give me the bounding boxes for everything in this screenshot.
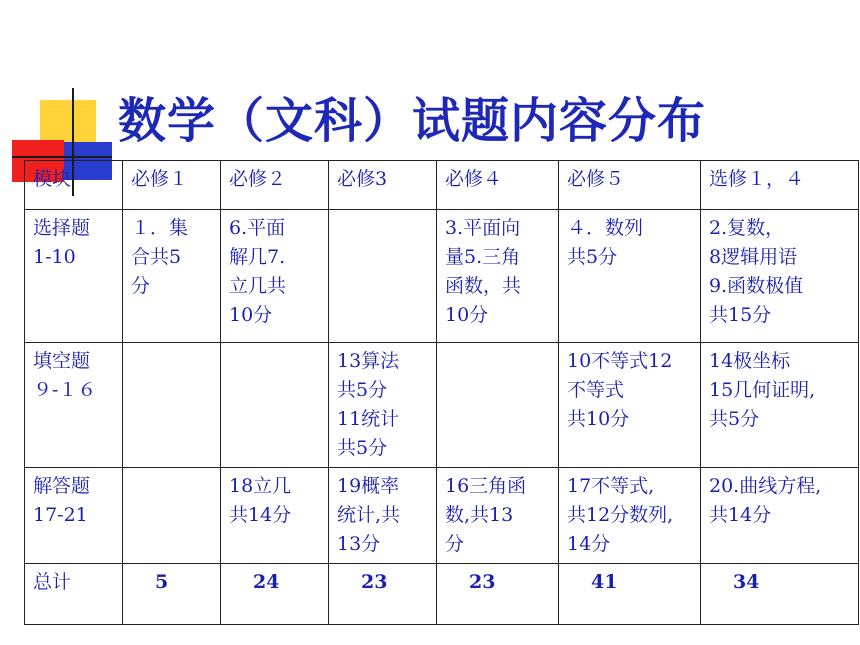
table-cell [437, 468, 559, 564]
header-cell-required1: 必修１ [123, 161, 221, 210]
cell-line: 6.平面 [229, 217, 286, 239]
header-cell-module: 模块 [25, 161, 123, 210]
cell-line: １．集 [131, 217, 189, 239]
header-cell-required2: 必修２ [221, 161, 329, 210]
table-cell [123, 343, 221, 468]
row-label-line: 解答题 [33, 475, 91, 497]
cell-line: 20.曲线方程, [709, 475, 822, 497]
cell-line: 共15分 [709, 304, 772, 326]
header-cell-required5: 必修５ [559, 161, 701, 210]
header-cell-elective: 选修１，４ [701, 161, 859, 210]
total-label-cell: 总计 [25, 564, 123, 625]
total-cell: 23 [329, 564, 437, 625]
table-row-answer [25, 468, 859, 564]
cell-line: 共5分 [337, 437, 388, 459]
cell-line: 解几7. [229, 246, 286, 268]
slide-title: 数学（文科）试题内容分布 [118, 93, 707, 149]
cell-line: 量5.三角 [445, 246, 521, 268]
total-cell: 41 [559, 564, 701, 625]
cell-line: 11统计 [337, 408, 400, 430]
cell-line: 18立几 [229, 475, 292, 497]
table-cell [701, 210, 859, 343]
table-row-choice [25, 210, 859, 343]
table-cell [123, 210, 221, 343]
cell-line: 10分 [229, 304, 273, 326]
cell-line: 共5分 [709, 408, 760, 430]
table-cell [221, 210, 329, 343]
table-cell [329, 468, 437, 564]
table-cell [559, 468, 701, 564]
table-cell [123, 468, 221, 564]
cell-line: 15几何证明, [709, 379, 816, 401]
table-cell [329, 210, 437, 343]
row-label-line: 填空题 [33, 350, 91, 372]
row-label-line: 1-10 [33, 246, 76, 268]
cell-line: 立几共 [229, 275, 287, 297]
total-cell: 34 [701, 564, 859, 625]
total-cell: 23 [437, 564, 559, 625]
cell-line: 不等式 [567, 379, 625, 401]
total-cell: 24 [221, 564, 329, 625]
cell-line: 10不等式12 [567, 350, 673, 372]
cell-line: ４．数列 [567, 217, 644, 239]
cell-line: 共14分 [709, 504, 772, 526]
cell-line: 共12分数列, [567, 504, 674, 526]
row-label-line: ９-１６ [33, 379, 97, 401]
row-label-line: 17-21 [33, 504, 88, 526]
cell-line: 分 [131, 275, 151, 297]
header-cell-required4: 必修４ [437, 161, 559, 210]
cell-line: 13算法 [337, 350, 400, 372]
cell-line: 共5分 [337, 379, 388, 401]
distribution-table [24, 160, 859, 625]
cell-line: 13分 [337, 533, 381, 555]
cell-line: 17不等式, [567, 475, 655, 497]
row-label-cell [25, 343, 123, 468]
cell-line: 14分 [567, 533, 611, 555]
total-cell: 5 [123, 564, 221, 625]
cell-line: 19概率 [337, 475, 400, 497]
cell-line: 3.平面向 [445, 217, 521, 239]
row-label-cell [25, 210, 123, 343]
table-cell [559, 210, 701, 343]
cell-line: 共10分 [567, 408, 630, 430]
horizontal-line-decoration [12, 156, 112, 158]
cell-line: 共14分 [229, 504, 292, 526]
table-row-total [25, 564, 859, 625]
cell-line: 函数，共 [445, 275, 522, 297]
table-cell [329, 343, 437, 468]
table-cell [701, 343, 859, 468]
table-header-row [25, 161, 859, 210]
table-cell [221, 468, 329, 564]
header-cell-required3: 必修3 [329, 161, 437, 210]
table-cell [559, 343, 701, 468]
cell-line: 共5分 [567, 246, 618, 268]
cell-line: 分 [445, 533, 465, 555]
cell-line: 统计,共 [337, 504, 401, 526]
cell-line: 8逻辑用语 [709, 246, 798, 268]
table-cell [437, 210, 559, 343]
cell-line: 10分 [445, 304, 489, 326]
cell-line: 合共5 [131, 246, 182, 268]
table-row-fill [25, 343, 859, 468]
cell-line: 14极坐标 [709, 350, 791, 372]
cell-line: 数,共13 [445, 504, 514, 526]
row-label-cell [25, 468, 123, 564]
table-cell [221, 343, 329, 468]
table-cell [437, 343, 559, 468]
cell-line: 2.复数， [709, 217, 785, 239]
cell-line: 16三角函 [445, 475, 527, 497]
table-cell [701, 468, 859, 564]
row-label-line: 选择题 [33, 217, 91, 239]
cell-line: 9.函数极值 [709, 275, 804, 297]
